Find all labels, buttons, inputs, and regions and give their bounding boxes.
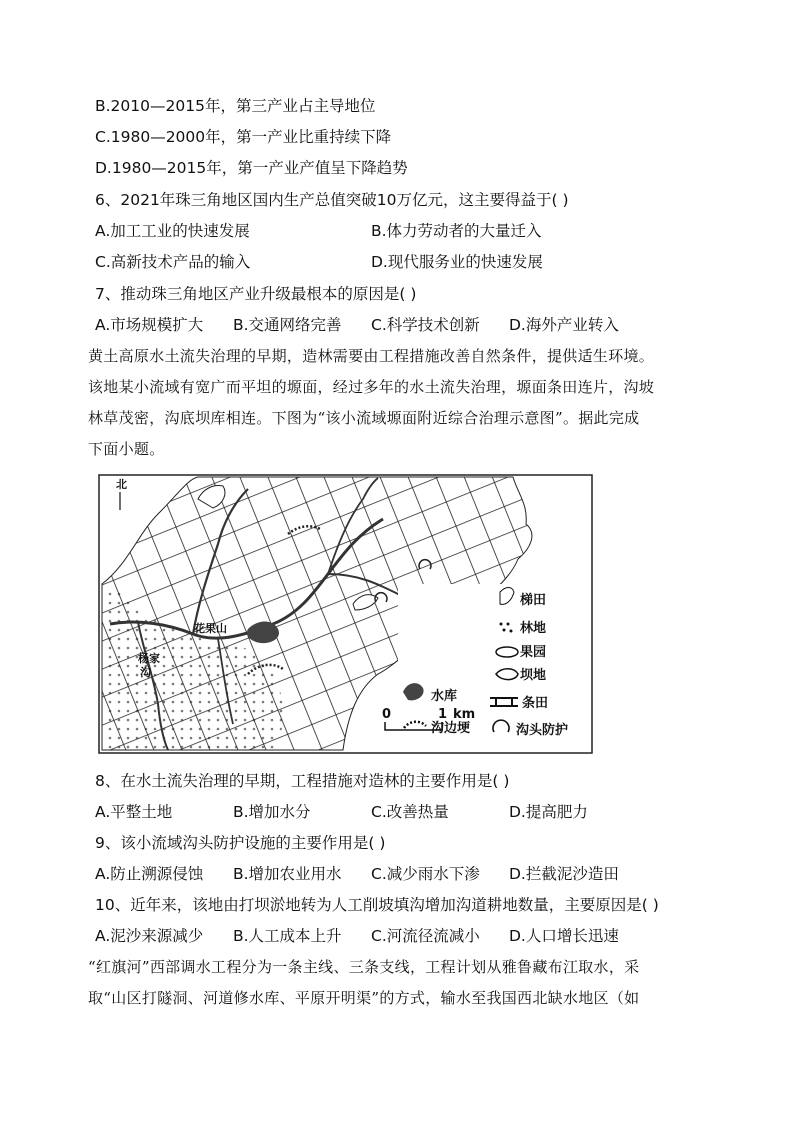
legend-forest-dot-4 bbox=[510, 630, 513, 633]
passage-2-line-2: 取“山区打隧洞、河道修水库、平原开明渠”的方式，输水至我国西北缺水地区（如 bbox=[88, 989, 640, 1007]
place-label-yangjiagou-1: 杨家 bbox=[138, 652, 160, 665]
q7-option-c: C.科学技术创新 bbox=[371, 316, 480, 334]
q7-option-d: D.海外产业转入 bbox=[509, 316, 619, 334]
q9-option-d: D.拦截泥沙造田 bbox=[509, 865, 619, 883]
q6-option-a: A.加工工业的快速发展 bbox=[95, 222, 250, 240]
legend-forest-dot-3 bbox=[503, 629, 506, 632]
legend-dam-land-icon bbox=[496, 669, 518, 680]
question-6-stem: 6、2021年珠三角地区国内生产总值突破10万亿元，这主要得益于( ) bbox=[95, 191, 569, 209]
legend-terrace-label: 梯田 bbox=[520, 593, 547, 608]
option-c-prev: C.1980—2000年，第一产业比重持续下降 bbox=[95, 128, 392, 146]
passage-1-line-3: 林草茂密，沟底坝库相连。下图为“该小流域塬面附近综合治理示意图”。据此完成 bbox=[88, 409, 640, 427]
legend-forest-label: 林地 bbox=[520, 621, 547, 636]
question-9-stem: 9、该小流域沟头防护设施的主要作用是( ) bbox=[95, 834, 386, 852]
passage-2-line-1: “红旗河”西部调水工程分为一条主线、三条支线，工程计划从雅鲁藏布江取水，采 bbox=[88, 958, 640, 976]
scale-zero: 0 bbox=[382, 707, 392, 722]
option-d-prev: D.1980—2015年，第一产业产值呈下降趋势 bbox=[95, 159, 408, 177]
legend-orchard-label: 果园 bbox=[520, 645, 547, 660]
option-b-prev: B.2010—2015年，第三产业占主导地位 bbox=[95, 97, 376, 115]
place-label-yangjiagou-2: 沟 bbox=[140, 666, 151, 679]
place-label-huaguoshan: 花果山 bbox=[194, 622, 227, 635]
legend-forest-dot-1 bbox=[500, 623, 503, 626]
legend-forest-dot-2 bbox=[507, 623, 510, 626]
q6-option-c: C.高新技术产品的输入 bbox=[95, 253, 251, 271]
passage-1-line-4: 下面小题。 bbox=[88, 440, 165, 458]
legend-gully-head-label: 沟头防护 bbox=[516, 723, 569, 738]
map-legend bbox=[398, 584, 588, 749]
q10-option-d: D.人口增长迅速 bbox=[509, 927, 619, 945]
north-arrow-label: 北 bbox=[116, 478, 127, 491]
passage-1-line-2: 该地某小流域有宽广而平坦的塬面，经过多年的水土流失治理，塬面条田连片，沟坡 bbox=[88, 378, 655, 396]
question-8-stem: 8、在水土流失治理的早期，工程措施对造林的主要作用是( ) bbox=[95, 772, 510, 790]
question-10-stem: 10、近年来，该地由打坝淤地转为人工削坡填沟增加沟道耕地数量，主要原因是( ) bbox=[95, 896, 659, 914]
question-7-stem: 7、推动珠三角地区产业升级最根本的原因是( ) bbox=[95, 285, 417, 303]
legend-orchard-icon bbox=[496, 647, 518, 657]
q7-option-a: A.市场规模扩大 bbox=[95, 316, 204, 334]
q8-option-b: B.增加水分 bbox=[233, 803, 311, 821]
q8-option-d: D.提高肥力 bbox=[509, 803, 588, 821]
q9-option-a: A.防止溯源侵蚀 bbox=[95, 865, 204, 883]
scale-one: 1 bbox=[438, 707, 448, 722]
legend-gully-dam-label: 沟边埂 bbox=[431, 721, 471, 736]
q7-option-b: B.交通网络完善 bbox=[233, 316, 342, 334]
scale-unit: km bbox=[453, 707, 476, 722]
q8-option-a: A.平整土地 bbox=[95, 803, 173, 821]
q6-option-d: D.现代服务业的快速发展 bbox=[371, 253, 543, 271]
legend-reservoir-label: 水库 bbox=[431, 689, 458, 704]
q10-option-b: B.人工成本上升 bbox=[233, 927, 342, 945]
q9-option-c: C.减少雨水下渗 bbox=[371, 865, 480, 883]
legend-dam-land-label: 坝地 bbox=[520, 668, 547, 683]
q10-option-a: A.泥沙来源减少 bbox=[95, 927, 204, 945]
legend-strip-field-label: 条田 bbox=[522, 696, 549, 711]
q10-option-c: C.河流径流减小 bbox=[371, 927, 480, 945]
q8-option-c: C.改善热量 bbox=[371, 803, 449, 821]
q6-option-b: B.体力劳动者的大量迁入 bbox=[371, 222, 542, 240]
q9-option-b: B.增加农业用水 bbox=[233, 865, 342, 883]
watershed-management-map bbox=[98, 474, 593, 754]
passage-1-line-1: 黄土高原水土流失治理的早期，造林需要由工程措施改善自然条件，提供适生环境。 bbox=[88, 347, 655, 365]
